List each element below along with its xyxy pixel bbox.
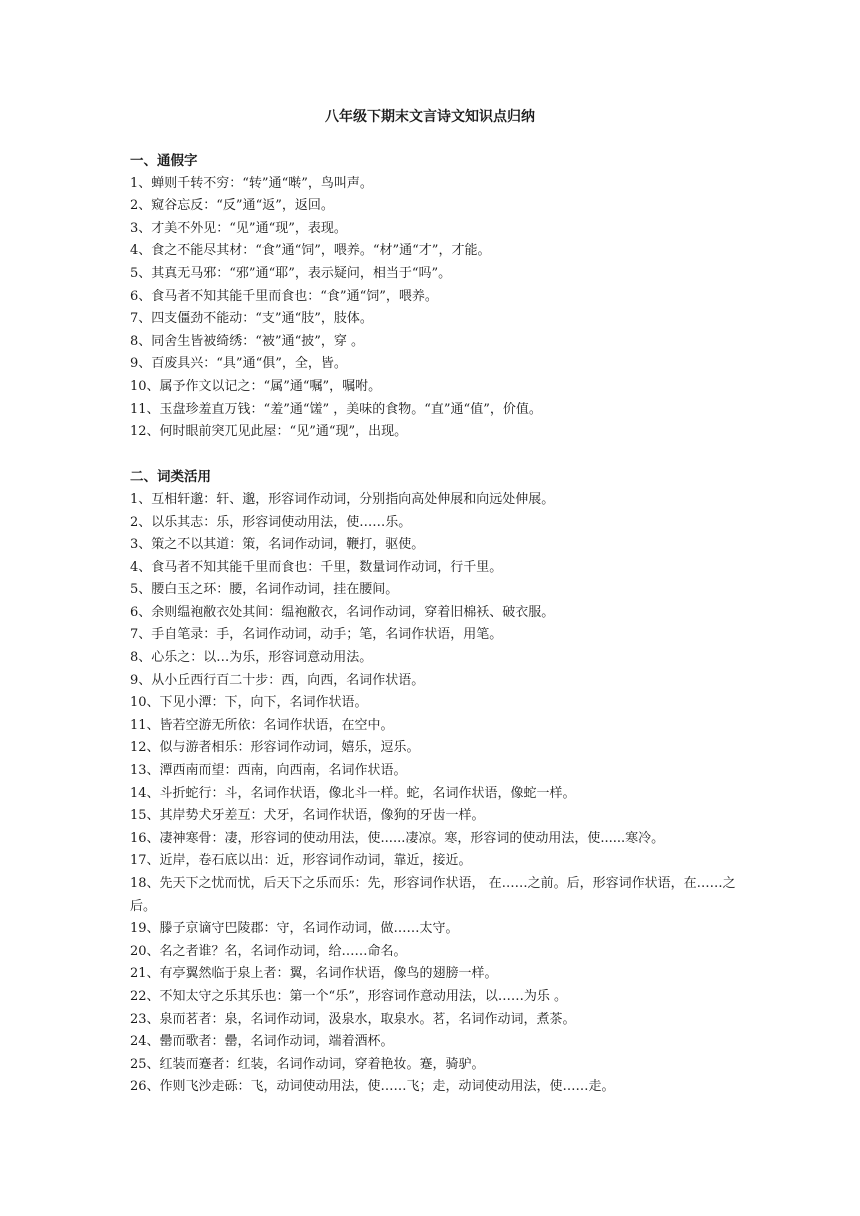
list-item: 12、似与游者相乐：形容词作动词，嬉乐，逗乐。 (130, 740, 420, 756)
list-item: 15、其岸势犬牙差互：犬牙，名词作状语，像狗的牙齿一样。 (130, 808, 485, 824)
list-item: 5、其真无马邪：“邪”通“耶”，表示疑问，相当于“吗”。 (130, 265, 452, 281)
list-item: 17、近岸，卷石底以出：近，形容词作动词，靠近，接近。 (130, 853, 472, 869)
list-item: 26、作则飞沙走砾：飞，动词使动用法，使……飞；走，动词使动用法，使……走。 (130, 1079, 615, 1095)
list-item: 4、食之不能尽其材：“食”通“饲”，喂养。“材”通“才”，才能。 (130, 243, 491, 259)
section-heading-cileihuoyong: 二、词类活用 (130, 469, 211, 486)
list-item: 23、泉而茗者：泉，名词作动词，汲泉水，取泉水。茗，名词作动词，煮茶。 (130, 1011, 576, 1027)
list-item: 3、才美不外见：“见”通“现”，表现。 (130, 220, 347, 236)
list-item: 1、蝉则千转不穷：“转”通“啭”，鸟叫声。 (130, 175, 373, 191)
list-item: 5、腰白玉之环：腰，名词作动词，挂在腰间。 (130, 582, 399, 598)
list-item: 24、罍而歌者：罍，名词作动词，端着酒杯。 (130, 1034, 394, 1050)
list-item: 2、窥谷忘反：“反”通“返”，返回。 (130, 198, 334, 214)
list-item: 9、从小丘西行百二十步：西，向西，名词作状语。 (130, 672, 425, 688)
list-item: 16、凄神寒骨：凄，形容词的使动用法，使......凄凉。寒，形容词的使动用法，使......寒冷。 (130, 830, 665, 846)
list-item: 8、心乐之：以…为乐，形容词意动用法。 (130, 650, 373, 666)
list-item: 13、潭西南而望：西南，向西南，名词作状语。 (130, 763, 407, 779)
list-item: 12、何时眼前突兀见此屋：“见”通“现”，出现。 (130, 424, 408, 440)
list-item: 3、策之不以其道：策，名词作动词，鞭打，驱使。 (130, 537, 425, 553)
list-item: 10、属予作文以记之：“属”通“嘱”，嘱咐。 (130, 378, 382, 394)
document-title: 八年级下期末文言诗文知识点归纳 (325, 109, 535, 125)
section-list-tongjiazi (130, 173, 740, 444)
list-item: 4、食马者不知其能千里而食也：千里，数量词作动词，行千里。 (130, 559, 503, 575)
list-item: 21、有亭翼然临于泉上者：翼，名词作状语，像鸟的翅膀一样。 (130, 966, 498, 982)
list-item: 25、红装而蹇者：红装，名词作动词，穿着艳妆。蹇，骑驴。 (130, 1056, 485, 1072)
section-list-cileihuoyong (130, 489, 740, 1099)
list-item: 22、不知太守之乐其乐也：第一个“乐”，形容词作意动用法，以……为乐 。 (130, 988, 567, 1004)
document-body (130, 150, 740, 1099)
list-item: 18、先天下之忧而忧，后天下之乐而乐：先，形容词作状语， 在……之前。后，形容词作状语，在……之后。 (130, 876, 736, 914)
list-item: 8、同舍生皆被绮绣：“被”通“披”，穿 。 (130, 333, 364, 349)
list-item: 6、食马者不知其能千里而食也：“食”通“饲”，喂养。 (130, 288, 438, 304)
list-item: 6、余则缊袍敝衣处其间：缊袍敝衣，名词作动词，穿着旧棉袄、破衣服。 (130, 604, 555, 620)
list-item: 1、互相轩邈：轩、邈，形容词作动词，分别指向高处伸展和向远处伸展。 (130, 491, 555, 507)
list-item: 7、四支僵劲不能动：“支”通“肢”，肢体。 (130, 311, 373, 327)
section-spacer (130, 444, 740, 467)
list-item: 20、名之者谁？名，名词作动词，给……命名。 (130, 943, 407, 959)
list-item: 10、下见小潭：下，向下，名词作状语。 (130, 695, 368, 711)
list-item: 9、百废具兴：“具”通“俱”，全，皆。 (130, 356, 347, 372)
list-item: 19、滕子京谪守巴陵郡：守，名词作动词，做……太守。 (130, 921, 459, 937)
list-item: 11、皆若空游无所依：名词作状语，在空中。 (130, 717, 394, 733)
list-item: 14、斗折蛇行：斗，名词作状语，像北斗一样。蛇，名词作状语，像蛇一样。 (130, 785, 576, 801)
section-heading-tongjiazi: 一、通假字 (130, 153, 198, 169)
list-item: 7、手自笔录：手，名词作动词，动手；笔，名词作状语，用笔。 (130, 627, 503, 643)
list-item: 11、玉盘珍羞直万钱：“羞”通“馐” ，美味的食物。“直”通“值”，价值。 (130, 401, 542, 417)
list-item: 2、以乐其志：乐，形容词使动用法，使……乐。 (130, 514, 412, 530)
